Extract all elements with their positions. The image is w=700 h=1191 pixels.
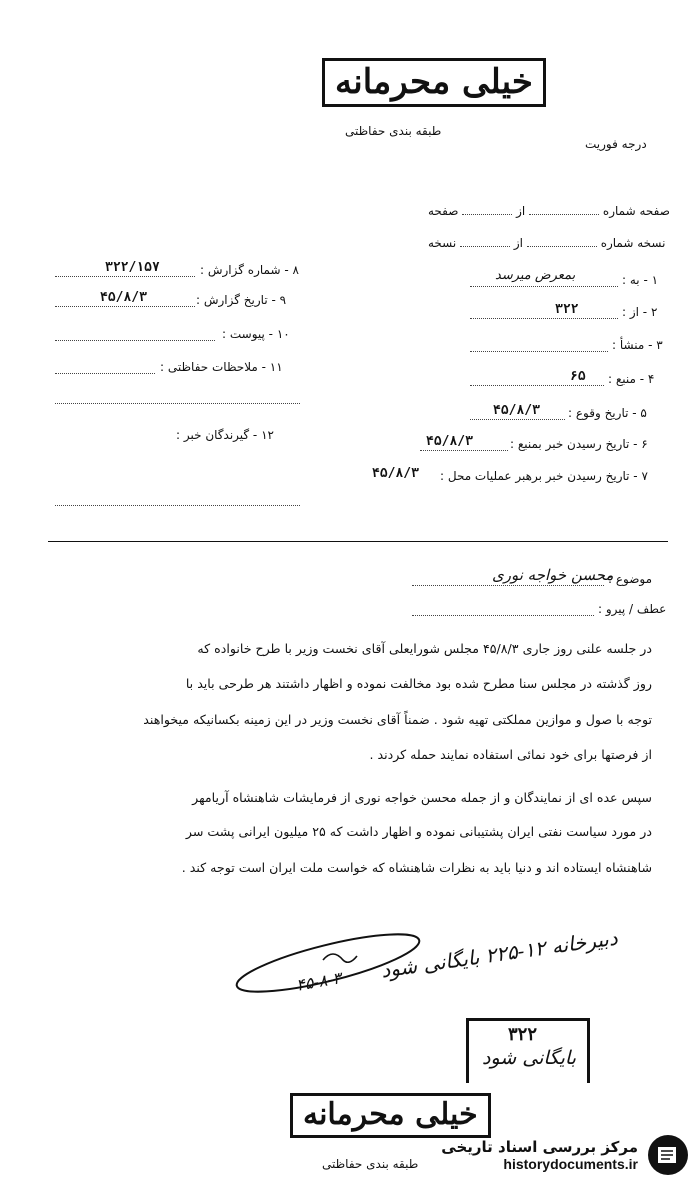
security-notes-label: ۱۱ - ملاحظات حفاظتی : (160, 360, 283, 374)
copy-number-field (428, 236, 665, 250)
from-line (470, 318, 618, 319)
body-line-1: در جلسه علنی روز جاری ۴۵/۸/۳ مجلس شورایعلی آقای نخست وزیر با طرح خانواده که (197, 641, 652, 656)
attachment-line (55, 340, 215, 341)
subject-value: محسن خواجه نوری (492, 566, 614, 584)
section-divider (48, 541, 668, 542)
origin-line (470, 351, 608, 352)
from-value: ۳۲۲ (555, 302, 579, 317)
report-date-value: ۴۵/۸/۳ (100, 290, 147, 305)
source-received-date-label: ۶ - تاریخ رسیدن خبر بمنبع : (510, 437, 648, 451)
watermark-org-name: مرکز بررسی اسناد تاریخی (441, 1138, 638, 1156)
security-notes-line-1 (55, 373, 155, 374)
watermark (441, 1133, 690, 1177)
body-line-3: توجه با صول و موازین مملکتی تهیه شود . ضمناً آقای نخست وزیر در این زمینه بکسانیکه میخواهند (143, 712, 652, 727)
occurrence-date-value: ۴۵/۸/۳ (493, 403, 540, 418)
watermark-logo-icon (646, 1133, 690, 1177)
from-label: ۲ - از : (622, 305, 658, 319)
watermark-url: historydocuments.ir (503, 1156, 638, 1172)
subject-line (412, 585, 604, 586)
classification-caption-top: طبقه بندی حفاظتی (345, 124, 442, 138)
copy-of-label: از (513, 236, 524, 250)
body-line-7: شاهنشاه ایستاده اند و دنیا باید به نظرات شاهنشاه که خواست ملت ایران است توجه کند . (181, 860, 652, 875)
security-notes-line-2 (55, 403, 300, 404)
page-of-label: از (516, 204, 526, 218)
body-line-6: در مورد سیاست نفتی ایران پشتیبانی نموده و اظهار داشت که ۲۵ میلیون ایرانی پشت سر (185, 824, 652, 839)
ops-received-date-value: ۴۵/۸/۳ (372, 466, 419, 481)
source-received-date-value: ۴۵/۸/۳ (426, 434, 473, 449)
source-label: ۴ - منبع : (608, 372, 655, 386)
attachment-label: ۱۰ - پیوست : (222, 327, 290, 341)
classification-stamp-bottom: خیلی محرمانه (290, 1093, 491, 1138)
occurrence-date-label: ۵ - تاریخ وقوع : (568, 406, 647, 420)
separator-dots (55, 505, 300, 506)
occurrence-date-line (470, 419, 565, 420)
classification-stamp-top: خیلی محرمانه (322, 58, 546, 107)
classification-caption-bottom: طبقه بندی حفاظتی (322, 1157, 419, 1171)
body-line-5: سپس عده ای از نمایندگان و از جمله محسن خواجه نوری از فرمایشات شاهنشاه آریامهر (192, 790, 652, 805)
recipients-label: ۱۲ - گیرندگان خبر : (176, 428, 274, 442)
source-value: ۶۵ (570, 369, 586, 384)
reference-line (412, 615, 594, 616)
to-line (470, 286, 618, 287)
body-line-2: روز گذشته در مجلس سنا مطرح شده بود مخالفت نموده و اظهار داشتند هر طرحی باید با (185, 676, 652, 691)
reference-label: عطف / پیرو : (598, 602, 667, 616)
report-date-label: ۹ - تاریخ گزارش : (196, 293, 287, 307)
report-date-line (55, 306, 195, 307)
report-number-value: ۳۲۲/۱۵۷ (105, 260, 160, 275)
ops-received-date-label: ۷ - تاریخ رسیدن خبر برهبر عملیات محل : (440, 469, 648, 483)
origin-label: ۳ - منشأ : (612, 338, 663, 352)
to-value: بمعرض میرسد (495, 268, 576, 283)
priority-label: درجه فوریت (585, 137, 647, 151)
copy-suffix-label: نسخه (428, 236, 457, 250)
page-suffix-label: صفحه (428, 204, 459, 218)
signature-date: ۴۵-۸-۳ (294, 968, 343, 995)
body-line-4: از فرصتها برای خود نمائی استفاده نمایند حمله کردند . (369, 747, 652, 762)
report-number-label: ۸ - شماره گزارش : (200, 263, 299, 277)
report-number-line (55, 276, 195, 277)
archive-number: ۳۲۲ (508, 1024, 538, 1045)
archive-text: بایگانی شود (482, 1047, 577, 1069)
source-line (470, 385, 604, 386)
handwritten-note: دبیرخانه ۱۲-۲۲۵ بایگانی شود (379, 925, 619, 983)
copy-number-label: نسخه شماره (600, 236, 666, 250)
to-label: ۱ - به : (622, 273, 659, 287)
page-number-field (428, 204, 670, 218)
subject-label: موضوع : (608, 572, 653, 586)
page-number-label: صفحه شماره (602, 204, 670, 218)
source-received-date-line (420, 450, 508, 451)
